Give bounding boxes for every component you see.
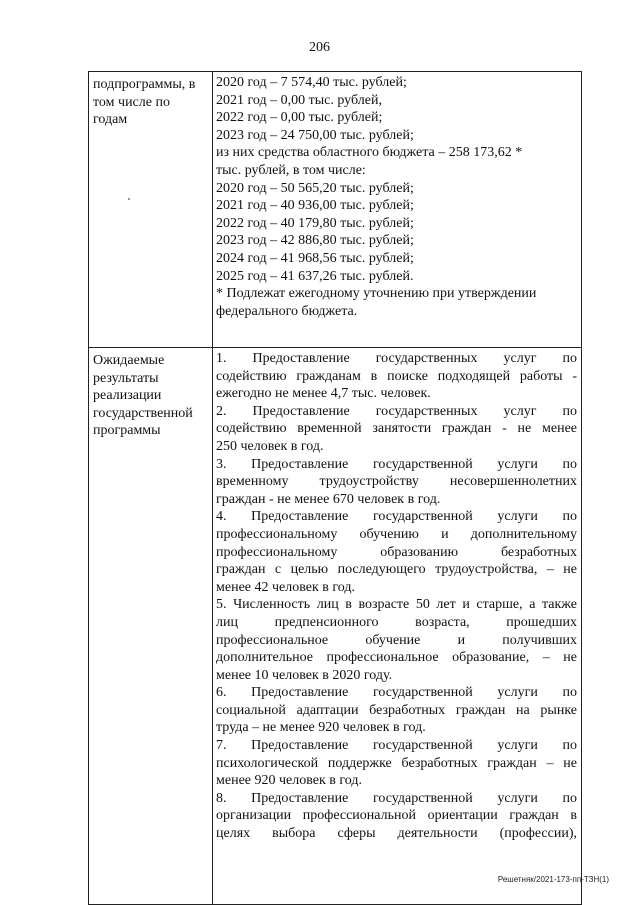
content-line: менее 10 человек в 2020 году. — [216, 667, 393, 683]
document-footer-code: Решетняк/2021-173-пп-ТЗН(1) — [497, 875, 609, 884]
content-line: тыс. рублей, в том числе: — [216, 162, 366, 178]
content-line: 4. Предоставление государственной услуги по — [216, 509, 577, 525]
content-line: 2020 год – 50 565,20 тыс. рублей; — [216, 180, 414, 196]
row-content-funding — [213, 72, 582, 348]
content-line: 2022 год – 40 179,80 тыс. рублей; — [216, 215, 414, 231]
row-label-line: годам — [93, 112, 128, 128]
row-label-line: подпрограммы, в — [93, 77, 196, 92]
row-label-line: том числе по — [93, 94, 170, 110]
content-line: 2021 год – 40 936,00 тыс. рублей; — [216, 198, 414, 214]
content-line: менее 42 человек в год. — [216, 579, 356, 595]
content-line: менее 920 человек в год. — [216, 773, 363, 789]
content-line: профессиональное обучение и получивших — [216, 632, 577, 648]
content-line: содействию гражданам в поиске подходящей работы - — [216, 368, 577, 384]
row-label-funding — [89, 72, 213, 348]
scan-speck — [128, 198, 130, 200]
content-line: граждан с целью последующего трудоустройства, – не — [216, 562, 577, 578]
content-line: организации профессиональной ориентации граждан в — [216, 808, 577, 824]
content-line: профессиональному образованию безработных — [216, 544, 577, 560]
content-line: 5. Численность лиц в возрасте 50 лет и старше, а также — [216, 597, 577, 613]
page-number: 206 — [309, 40, 330, 55]
table-row-results — [89, 348, 582, 905]
content-line: федерального бюджета. — [216, 303, 358, 319]
content-line: ежегодно не менее 4,7 тыс. человек. — [216, 386, 431, 402]
content-line: временному трудоустройству несовершеннолетних — [216, 474, 577, 490]
content-line: из них средства областного бюджета – 258 173,62 * — [216, 145, 523, 161]
content-line: дополнительное профессиональное образование, – не — [216, 650, 577, 666]
content-line: психологической поддержке безработных граждан – не — [216, 755, 577, 771]
content-line: 2020 год – 7 574,40 тыс. рублей; — [216, 75, 407, 90]
content-line: 1. Предоставление государственных услуг по — [216, 351, 577, 366]
content-line: 2022 год – 0,00 тыс. рублей; — [216, 110, 383, 126]
row-label-line: Ожидаемые — [93, 353, 165, 368]
content-line: лиц предпенсионного возраста, прошедших — [216, 614, 577, 630]
content-line: социальной адаптации безработных граждан на рынке — [216, 702, 577, 718]
content-line: труда – не менее 920 человек в год. — [216, 720, 426, 736]
row-label-line: реализации — [93, 388, 162, 404]
content-line: * Подлежат ежегодному уточнению при утверждении — [216, 286, 537, 302]
row-label-results — [89, 348, 213, 905]
row-content-results — [213, 348, 582, 905]
content-line: 250 человек в год. — [216, 438, 324, 454]
content-line: 2023 год – 42 886,80 тыс. рублей; — [216, 233, 414, 249]
content-line: 2023 год – 24 750,00 тыс. рублей; — [216, 127, 414, 143]
content-line: 2025 год – 41 637,26 тыс. рублей. — [216, 268, 414, 284]
content-line: целях выбора сферы деятельности (профессии), — [216, 826, 577, 842]
content-line: 2021 год – 0,00 тыс. рублей, — [216, 92, 382, 108]
content-line: содействию временной занятости граждан - не менее — [216, 421, 577, 437]
content-line: 7. Предоставление государственной услуги по — [216, 738, 577, 754]
content-line: граждан - не менее 670 человек в год. — [216, 491, 441, 507]
row-label-line: программы — [93, 423, 161, 439]
content-line: 2. Предоставление государственных услуг по — [216, 403, 577, 419]
content-line: 6. Предоставление государственной услуги по — [216, 685, 577, 701]
content-line: профессиональному обучению и дополнительному — [216, 526, 577, 542]
row-label-line: государственной — [93, 405, 193, 421]
table-row-funding — [89, 72, 582, 348]
row-label-line: результаты — [93, 370, 159, 386]
program-table — [88, 71, 582, 905]
content-line: 3. Предоставление государственной услуги по — [216, 456, 577, 472]
content-line: 2024 год – 41 968,56 тыс. рублей; — [216, 250, 414, 266]
content-line: 8. Предоставление государственной услуги по — [216, 790, 577, 806]
